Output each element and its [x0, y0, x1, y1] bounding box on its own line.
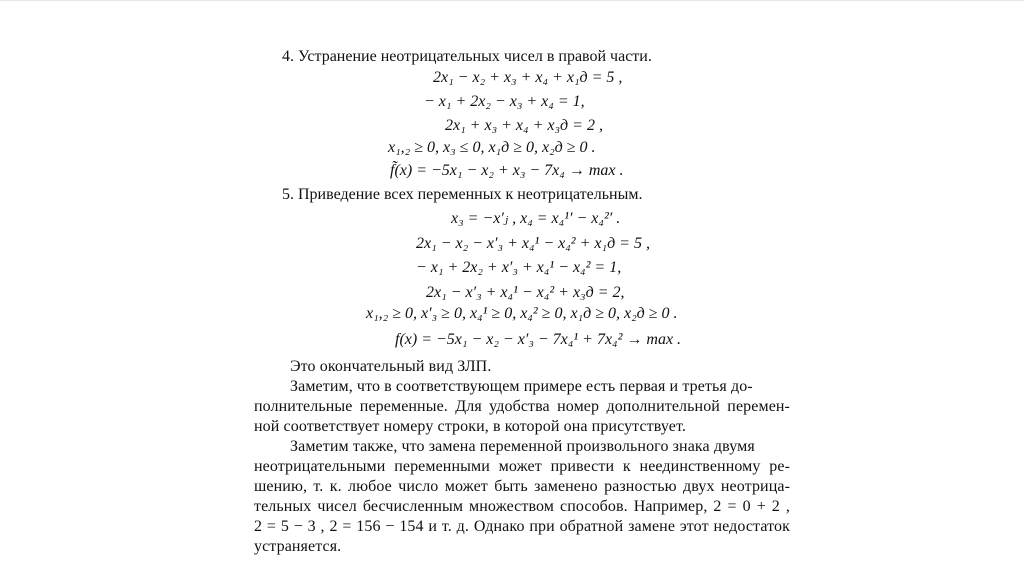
final-form-text: Это окончательный вид ЗЛП. [290, 358, 492, 375]
equation-5-3: 2x₁ − x′₃ + x₄¹ − x₄² + x₃д = 2, [426, 284, 625, 301]
constraints-4: x₁,₂ ≥ 0, x₃ ≤ 0, x₁д ≥ 0, x₂д ≥ 0 . [388, 139, 596, 156]
objective-5: f(x) = −5x₁ − x₂ − x′₃ − 7x₄¹ + 7x₄² → max . [395, 331, 682, 348]
top-divider [0, 0, 1024, 1]
equation-5-1: 2x₁ − x₂ − x′₃ + x₄¹ − x₄² + x₁д = 5 , [416, 235, 650, 252]
paragraph-2-line-4: тельных чисел бесчисленным множеством способов. Например, 2 = 0 + 2 , [254, 498, 790, 515]
constraints-5: x₁,₂ ≥ 0, x′₃ ≥ 0, x₄¹ ≥ 0, x₄² ≥ 0, x₁д ≥ 0, x₂д ≥ 0 . [366, 305, 678, 322]
paragraph-2-line-5: 2 = 5 − 3 , 2 = 156 − 154 и т. д. Однако при обратной замене этот недостаток [254, 518, 790, 535]
paragraph-2-line-1: Заметим также, что замена переменной произвольного знака двумя [290, 438, 755, 455]
equation-4-3: 2x₁ + x₃ + x₄ + x₃д = 2 , [445, 117, 603, 134]
substitution-5: x₃ = −x′ⱼ , x₄ = x₄¹′ − x₄²′ . [451, 210, 621, 227]
paragraph-1-line-1: Заметим, что в соответствующем примере есть первая и третья до- [290, 378, 753, 395]
paragraph-2-line-3: шению, т. к. любое число может быть заменено разностью двух неотрица- [254, 478, 790, 495]
equation-5-2: − x₁ + 2x₂ + x′₃ + x₄¹ − x₄² = 1, [416, 259, 622, 276]
section-5-heading: 5. Приведение всех переменных к неотрицательным. [282, 186, 643, 203]
objective-4: f̃(x) = −5x₁ − x₂ + x₃ − 7x₄ → max . [390, 162, 624, 179]
paragraph-2-line-6: устраняется. [254, 538, 342, 555]
equation-4-1: 2x₁ − x₂ + x₃ + x₄ + x₁д = 5 , [433, 69, 623, 86]
equation-4-2: − x₁ + 2x₂ − x₃ + x₄ = 1, [424, 93, 585, 110]
section-4-heading: 4. Устранение неотрицательных чисел в правой части. [282, 48, 652, 65]
paragraph-1-line-3: ной соответствует номеру строки, в которой она присутствует. [254, 418, 686, 435]
paragraph-2-line-2: неотрицательными переменными может привести к неединственному ре- [254, 458, 790, 475]
paragraph-1-line-2: полнительные переменные. Для удобства номер дополнительной перемен- [254, 398, 790, 415]
